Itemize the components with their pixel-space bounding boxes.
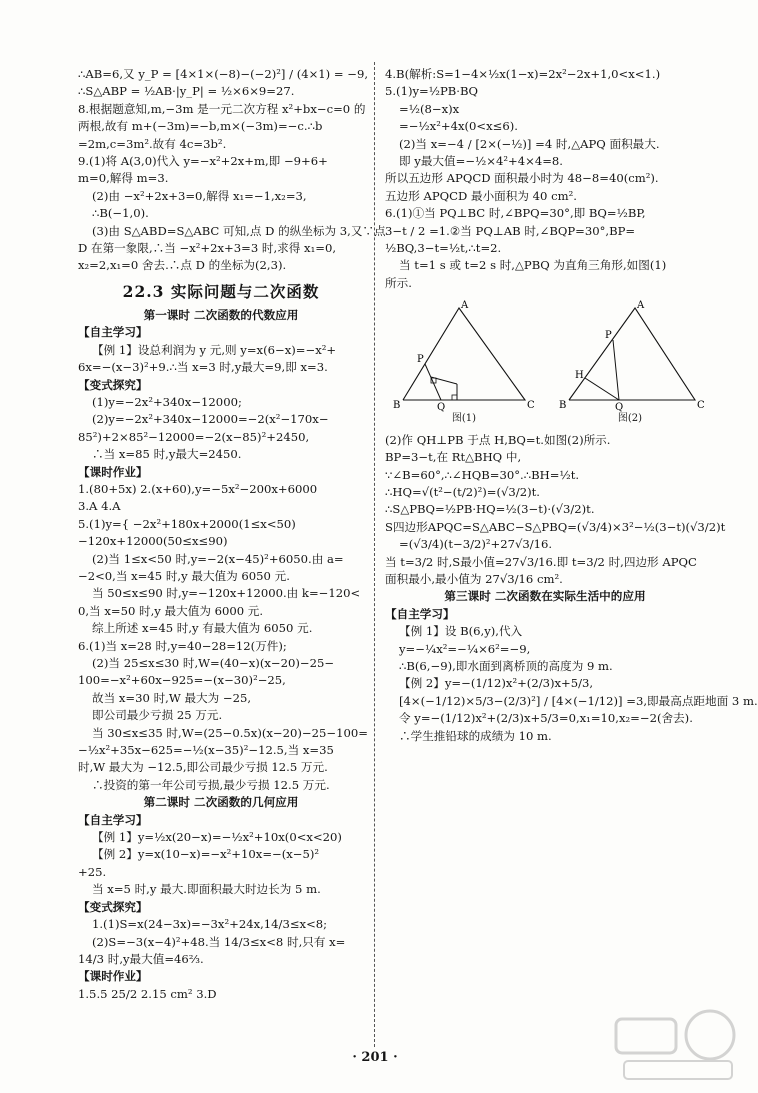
right-column-bottom-line: 令 y=−(1/12)x²+(2/3)x+5/3=0,x₁=10,x₂=−2(舍去). <box>399 711 693 726</box>
left-column-line: (2)由 −x²+2x+3=0,解得 x₁=−1,x₂=3, <box>92 188 307 203</box>
left-column-line: +25. <box>78 864 107 879</box>
right-column-bottom <box>385 432 758 745</box>
left-column-line: 故当 x=30 时,W 最大为 −25, <box>92 690 252 705</box>
right-column-bottom-line: [4×(−1/12)×5/3−(2/3)²] / [4×(−1/12)] =3,即最高点距地面 3 m. <box>399 693 758 708</box>
right-column-bottom-line: (2)作 QH⊥PB 于点 H,BQ=t.如图(2)所示. <box>385 432 611 447</box>
right-column-bottom-line: ∴学生推铅球的成绩为 10 m. <box>399 728 552 743</box>
left-column-line: (1)y=−2x²+340x−12000; <box>92 394 242 409</box>
fig2-label-q: Q <box>615 402 624 414</box>
left-column-line: 【课时作业】 <box>78 969 148 984</box>
right-column-bottom-line: =(√3/4)(t−3/2)²+27√3/16. <box>399 537 553 552</box>
right-column-top-line: (2)当 x=−4 / [2×(−½)] =4 时,△APQ 面积最大. <box>399 136 660 151</box>
figure-row <box>389 300 705 427</box>
left-column-line: 1.(80+5x) 2.(x+60),y=−5x²−200x+6000 <box>78 481 318 496</box>
left-column-line: m=0,解得 m=3. <box>78 171 169 186</box>
left-column-line: 综上所述 x=45 时,y 有最大值为 6050 元. <box>92 621 313 636</box>
left-column-line: 【变式探究】 <box>78 377 148 392</box>
left-column-line: 当 x=5 时,y 最大.即面积最大时边长为 5 m. <box>92 882 321 897</box>
left-column-line: 【自主学习】 <box>78 812 148 827</box>
left-column-line: 6.(1)当 x=28 时,y=40−28=12(万件); <box>78 638 287 653</box>
right-column-top <box>385 66 705 292</box>
right-column-bottom-line: 面积最小,最小值为 27√3/16 cm². <box>385 571 563 586</box>
left-column-line: 【例 1】y=½x(20−x)=−½x²+10x(0<x<20) <box>92 830 342 845</box>
left-column-line: 5.(1)y={ −2x²+180x+2000(1≤x<50) <box>78 516 296 531</box>
left-column-line: ∴S△ABP = ½AB·|y_P| = ½×6×9=27. <box>78 84 295 99</box>
left-column-line: 100=−x²+60x−925=−(x−30)²−25, <box>78 673 286 688</box>
fig2-label-a: A <box>637 300 645 312</box>
right-column-top-line: 即 y最大值=−½×4²+4×4=8. <box>399 154 563 169</box>
left-column-line: 14/3 时,y最大值=46⅔. <box>78 951 204 966</box>
left-column-line: −2<0,当 x=45 时,y 最大值为 6050 元. <box>78 568 290 583</box>
right-column-top-line: 所以五边形 APQCD 面积最小时为 48−8=40(cm²). <box>385 171 659 186</box>
right-column-top-line: =−½x²+4x(0<x≤6). <box>399 119 518 134</box>
left-column-line: 22.3 实际问题与二次函数 <box>122 281 320 301</box>
figure-2 <box>555 300 705 427</box>
left-column-line: −120x+12000(50≤x≤90) <box>78 534 228 549</box>
right-column-bottom-line: S四边形APQC=S△ABC−S△PBQ=(√3/4)×3²−½(3−t)(√3/2)t <box>385 519 726 534</box>
figure-1-caption: 图(1) <box>451 413 477 425</box>
right-column-top-line: 3−t / 2 =1.②当 PQ⊥AB 时,∠BQP=30°,BP= <box>385 223 636 238</box>
right-column-bottom-line: ∵∠B=60°,∴∠HQB=30°.∴BH=½t. <box>385 467 580 482</box>
fig1-label-p: P <box>417 354 424 366</box>
right-column-bottom-line: BP=3−t,在 Rt△BHQ 中, <box>385 450 522 465</box>
left-column-line: (2)S=−3(x−4)²+48.当 14/3≤x<8 时,只有 x= <box>92 934 346 949</box>
fig2-label-b: B <box>559 400 567 412</box>
left-column-line: x₂=2,x₁=0 舍去.∴点 D 的坐标为(2,3). <box>78 258 287 273</box>
left-column-line: 第二课时 二次函数的几何应用 <box>143 795 299 810</box>
left-column-line: 8.根据题意知,m,−3m 是一元二次方程 x²+bx−c=0 的 <box>78 101 366 116</box>
page-number: · 201 · <box>352 1050 398 1065</box>
figure-1-diagram <box>389 300 539 414</box>
left-column-line: 9.(1)将 A(3,0)代入 y=−x²+2x+m,即 −9+6+ <box>78 154 328 169</box>
left-column <box>78 66 386 1003</box>
right-column-bottom-line: 【例 2】y=−(1/12)x²+(2/3)x+5/3, <box>399 676 594 691</box>
left-column-line: 1.(1)S=x(24−3x)=−3x²+24x,14/3≤x<8; <box>92 917 328 932</box>
fig1-label-q: Q <box>437 402 446 414</box>
left-column-line: 0,当 x=50 时,y 最大值为 6000 元. <box>78 603 264 618</box>
left-column-line: 【例 2】y=x(10−x)=−x²+10x=−(x−5)² <box>92 847 320 862</box>
fig2-label-p: P <box>605 330 612 342</box>
left-column-line: =2m,c=3m².故有 4c=3b². <box>78 136 227 151</box>
right-column-top-line: 5.(1)y=½PB·BQ <box>385 84 479 99</box>
left-column-line: 【变式探究】 <box>78 899 148 914</box>
left-column-line: 1.5.5 25/2 2.15 cm² 3.D <box>78 986 217 1001</box>
right-column-top-line: 6.(1)①当 PQ⊥BC 时,∠BPQ=30°,即 BQ=½BP, <box>385 206 646 221</box>
right-column-bottom-line: y=−¼x²=−¼×6²=−9, <box>399 641 531 656</box>
left-column-line: (2)当 25≤x≤30 时,W=(40−x)(x−20)−25− <box>92 656 335 670</box>
fig1-label-a: A <box>461 300 469 312</box>
figure-1 <box>389 300 539 427</box>
fig2-label-c: C <box>697 400 705 412</box>
left-column-line: 3.A 4.A <box>78 499 121 514</box>
left-column-line: (2)y=−2x²+340x−12000=−2(x²−170x− <box>92 412 329 427</box>
left-column-line: 【自主学习】 <box>78 325 148 340</box>
right-column-bottom-line: 第三课时 二次函数在实际生活中的应用 <box>444 589 646 604</box>
left-column-line: 两根,故有 m+(−3m)=−b,m×(−3m)=−c.∴b <box>78 119 323 134</box>
figure-2-caption: 图(2) <box>617 413 643 425</box>
right-column-top-line: 五边形 APQCD 最小面积为 40 cm². <box>385 188 577 203</box>
right-column-top-line: 4.B(解析:S=1−4×½x(1−x)=2x²−2x+1,0<x<1.) <box>385 67 661 81</box>
left-column-line: D 在第一象限,∴当 −x²+2x+3=3 时,求得 x₁=0, <box>78 241 337 256</box>
left-column-line: ∴当 x=85 时,y最大=2450. <box>92 447 242 462</box>
left-column-line: ∴投资的第一年公司亏损,最少亏损 12.5 万元. <box>92 777 330 792</box>
left-column-line: 即公司最少亏损 25 万元. <box>92 708 223 723</box>
right-column-bottom-line: 【例 1】设 B(6,y),代入 <box>399 624 523 639</box>
fig1-label-b: B <box>393 400 401 412</box>
left-column-line: ∴AB=6,又 y_P = [4×1×(−8)−(−2)²] / (4×1) = −9, <box>78 67 369 81</box>
left-column-line: 6x=−(x−3)²+9.∴当 x=3 时,y最大=9,即 x=3. <box>78 360 328 375</box>
left-column-line: −½x²+35x−625=−½(x−35)²−12.5,当 x=35 <box>78 743 334 758</box>
left-column-line: 当 30≤x≤35 时,W=(25−0.5x)(x−20)−25−100= <box>92 725 368 740</box>
right-column-top-line: 当 t=1 s 或 t=2 s 时,△PBQ 为直角三角形,如图(1) <box>399 258 667 273</box>
left-column-line: 【课时作业】 <box>78 464 148 479</box>
left-column-line: (2)当 1≤x<50 时,y=−2(x−45)²+6050.由 a= <box>92 551 344 566</box>
left-column-line: 时,W 最大为 −12.5,即公司最少亏损 12.5 万元. <box>78 760 328 775</box>
left-column-line: 当 50≤x≤90 时,y=−120x+12000.由 k=−120< <box>92 586 361 601</box>
left-column-line: 【例 1】设总利润为 y 元,则 y=x(6−x)=−x²+ <box>92 342 337 357</box>
figure-2-diagram <box>555 300 705 414</box>
right-column <box>385 66 758 745</box>
right-column-bottom-line: ∴S△PBQ=½PB·HQ=½(3−t)·(√3/2)t. <box>385 502 595 517</box>
left-column-line: 85²)+2×85²−12000=−2(x−85)²+2450, <box>78 429 310 444</box>
right-column-top-line: ½BQ,3−t=½t,∴t=2. <box>385 241 502 256</box>
right-column-bottom-line: 当 t=3/2 时,S最小值=27√3/16.即 t=3/2 时,四边形 APQC <box>385 554 697 569</box>
left-column-line: (3)由 S△ABD=S△ABC 可知,点 D 的纵坐标为 3,又∵点 <box>92 223 386 238</box>
right-column-bottom-line: 【自主学习】 <box>385 606 455 621</box>
watermark-logo-icon <box>610 1005 740 1085</box>
right-column-top-line: 所示. <box>385 275 412 290</box>
right-column-top-line: =½(8−x)x <box>399 101 460 116</box>
right-column-bottom-line: ∴HQ=√(t²−(t/2)²)=(√3/2)t. <box>385 484 540 499</box>
fig2-label-h: H <box>575 370 584 382</box>
left-column-line: ∴B(−1,0). <box>92 206 149 221</box>
column-divider <box>374 62 375 1047</box>
left-column-line: 第一课时 二次函数的代数应用 <box>143 307 299 322</box>
fig1-label-c: C <box>527 400 535 412</box>
right-column-bottom-line: ∴B(6,−9),即水面到离桥顶的高度为 9 m. <box>399 658 613 673</box>
